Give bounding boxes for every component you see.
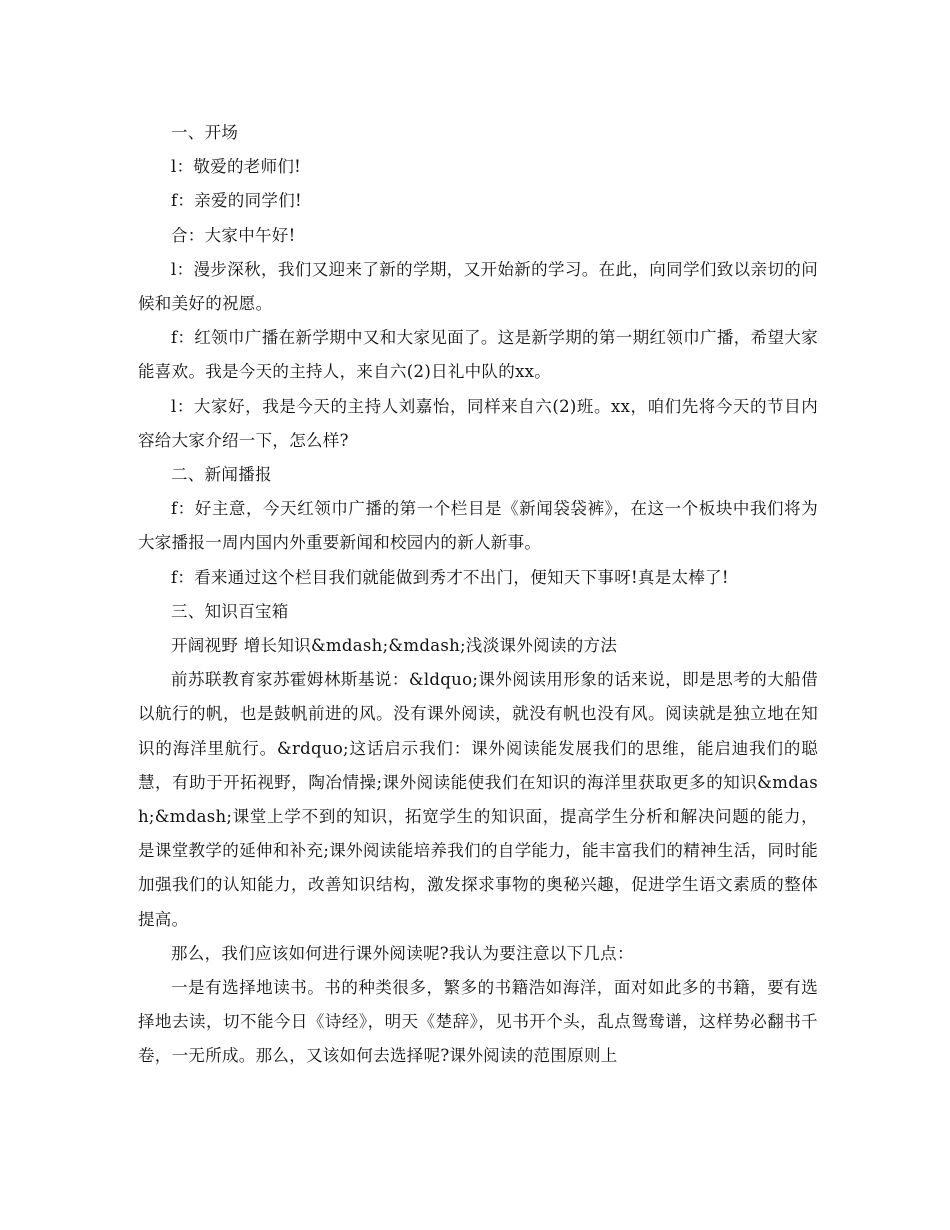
document-body bbox=[138, 116, 818, 1074]
section-heading-knowledge: 三、知识百宝箱 bbox=[171, 601, 289, 621]
dialogue-line: l：漫步深秋，我们又迎来了新的学期，又开始新的学习。在此，向同学们致以亲切的问候和美好的祝愿。 bbox=[138, 259, 818, 314]
dialogue-line: f：好主意，今天红领巾广播的第一个栏目是《新闻袋袋裤》，在这一个板块中我们将为大家播报一周内国内外重要新闻和校园内的新人新事。 bbox=[138, 499, 818, 553]
dialogue-line: f：亲爱的同学们! bbox=[171, 191, 302, 211]
section-heading-opening: 一、开场 bbox=[171, 123, 239, 142]
body-paragraph: 一是有选择地读书。书的种类很多，繁多的书籍浩如海洋，面对如此多的书籍，要有选择地去读，切不能今日《诗经》，明天《楚辞》，见书开个头，乱点鸳鸯谱，这样势必翻书千卷，一无所成。那么，又该如何去选择呢?课外阅读的范围原则上 bbox=[138, 978, 818, 1066]
dialogue-line: 合：大家中午好! bbox=[171, 225, 296, 245]
article-title: 开阔视野 增长知识&mdash;&mdash;浅淡课外阅读的方法 bbox=[171, 636, 618, 656]
dialogue-line: f：看来通过这个栏目我们就能做到秀才不出门，便知天下事呀!真是太棒了! bbox=[171, 567, 729, 587]
body-paragraph: 那么，我们应该如何进行课外阅读呢?我认为要注意以下几点： bbox=[171, 943, 634, 963]
section-heading-news: 二、新闻播报 bbox=[171, 465, 272, 485]
dialogue-line: l：敬爱的老师们! bbox=[171, 157, 302, 177]
body-paragraph: 前苏联教育家苏霍姆林斯基说：&ldquo;课外阅读用形象的话来说，即是思考的大船借以航行的帆，也是鼓帆前进的风。没有课外阅读，就没有帆也没有风。阅读就是独立地在知识的海洋里航行。&rdquo;这话启示我们：课外阅读能发展我们的思维，能启迪我们的聪慧，有助于开拓视野，陶冶情操;课外阅读能使我们在知识的海洋里获取更多的知识&mdash;&mdash;课堂上学不到的知识，拓宽学生的知识面，提高学生分析和解决问题的能力，是课堂教学的延伸和补充;课外阅读能培养我们的自学能力，能丰富我们的精神生活，同时能加强我们的认知能力，改善知识结构，激发探求事物的奥秘兴趣，促进学生语文素质的整体提高。 bbox=[138, 670, 818, 929]
dialogue-line: f：红领巾广播在新学期中又和大家见面了。这是新学期的第一期红领巾广播，希望大家能喜欢。我是今天的主持人，来自六(2)日礼中队的xx。 bbox=[138, 328, 818, 382]
dialogue-line: l：大家好，我是今天的主持人刘嘉怡，同样来自六(2)班。xx，咱们先将今天的节目内容给大家介绍一下，怎么样? bbox=[138, 396, 818, 450]
